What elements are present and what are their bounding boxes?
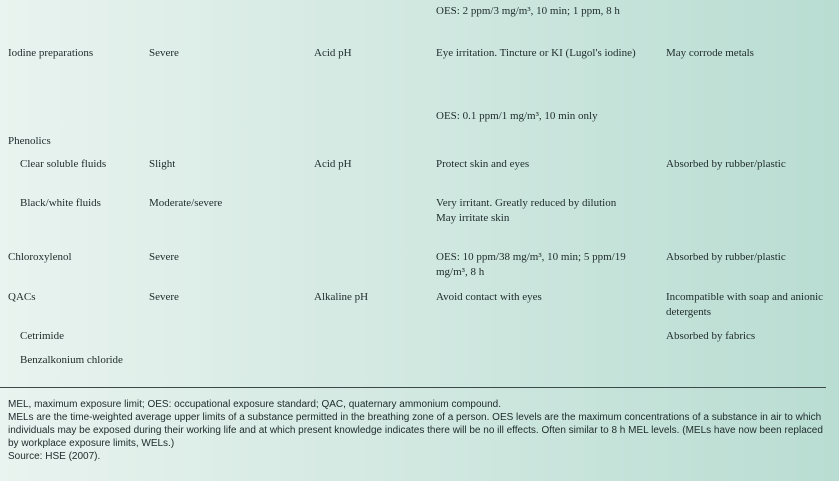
corrosiveness-cell: Severe xyxy=(149,251,179,263)
corrosiveness-cell: Slight xyxy=(149,158,176,170)
corrosiveness-cell: Severe xyxy=(149,47,179,59)
ph-cell: Acid pH xyxy=(314,158,352,170)
safety-notes-cell: Very irritant. Greatly reduced by dilution May irritate skin xyxy=(436,197,617,224)
agent-cell: Iodine preparations xyxy=(8,47,94,59)
ph-cell: Acid pH xyxy=(314,47,352,59)
table-divider xyxy=(0,387,826,388)
ph-cell: Alkaline pH xyxy=(314,291,369,303)
corrosiveness-cell: Moderate/severe xyxy=(149,197,223,209)
source-note: Source: HSE (2007). xyxy=(8,451,101,462)
safety-notes-cell: OES: 2 ppm/3 mg/m³, 10 min; 1 ppm, 8 h xyxy=(436,5,620,17)
safety-notes-cell: Eye irritation. Tincture or KI (Lugol's iodine) xyxy=(436,47,636,59)
agent-cell: QACs xyxy=(8,291,36,303)
compatibility-cell: May corrode metals xyxy=(666,47,754,59)
explanation-note: MELs are the time-weighted average upper limits of a substance permitted in the breathing zone of a person. OES levels are the maximum concentrations of a substance in air to which individuals may be exposed during their working life and at which present knowledge indicates there will be no ill effects. Often similar to 8 h MEL levels. (MELs have now been replaced by workplace exposure limits, WELs.) xyxy=(8,412,823,449)
corrosiveness-cell: Severe xyxy=(149,291,179,303)
safety-notes-cell: Avoid contact with eyes xyxy=(436,291,542,303)
safety-notes-cell: OES: 10 ppm/38 mg/m³, 10 min; 5 ppm/19 mg/m³, 8 h xyxy=(436,251,626,278)
abbreviations-note: MEL, maximum exposure limit; OES: occupational exposure standard; QAC, quaternary ammonium compound. xyxy=(8,399,501,410)
compatibility-cell: Absorbed by rubber/plastic xyxy=(666,158,786,170)
agent-cell: Cetrimide xyxy=(20,330,64,342)
agent-cell: Benzalkonium chloride xyxy=(20,354,123,366)
compatibility-cell: Incompatible with soap and anionic detergents xyxy=(666,291,824,318)
agent-cell: Phenolics xyxy=(8,135,51,147)
agent-cell: Black/white fluids xyxy=(20,197,101,209)
safety-notes-cell: OES: 0.1 ppm/1 mg/m³, 10 min only xyxy=(436,110,598,122)
compatibility-cell: Absorbed by fabrics xyxy=(666,330,756,342)
safety-notes-cell: Protect skin and eyes xyxy=(436,158,530,170)
agent-cell: Chloroxylenol xyxy=(8,251,72,263)
compatibility-cell: Absorbed by rubber/plastic xyxy=(666,251,786,263)
agent-cell: Clear soluble fluids xyxy=(20,158,107,170)
table-notes xyxy=(8,398,823,463)
